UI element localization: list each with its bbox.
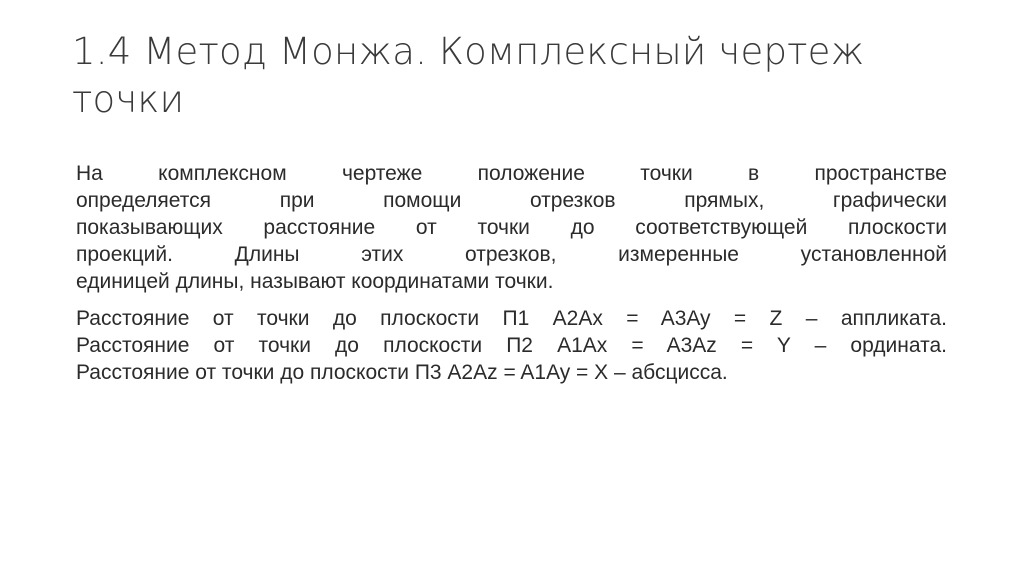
paragraph-line: проекций. Длины этих отрезков, измеренные установленной — [76, 243, 947, 266]
definition-paragraph — [76, 160, 947, 295]
paragraph-line: показывающих расстояние от точки до соответствующей плоскости — [76, 216, 947, 239]
paragraph-line: определяется при помощи отрезков прямых, графически — [76, 189, 947, 212]
paragraph-line: На комплексном чертеже положение точки в пространстве — [76, 162, 947, 185]
coordinates-paragraph — [76, 305, 947, 386]
slide-body — [76, 160, 947, 396]
paragraph-line: единицей длины, называют координатами точки. — [76, 270, 554, 293]
coordinate-line-ordinate: Расстояние от точки до плоскости П2 A1Ax = A3Az = Y – ордината. — [76, 334, 947, 357]
slide-title: 1.4 Метод Монжа. Комплексный чертеж точки — [72, 30, 865, 121]
coordinate-line-abscissa: Расстояние от точки до плоскости П3 A2Az = A1Ay = X – абсцисса. — [76, 361, 728, 384]
coordinate-line-applicate: Расстояние от точки до плоскости П1 A2Ax = A3Ay = Z – аппликата. — [76, 307, 947, 330]
